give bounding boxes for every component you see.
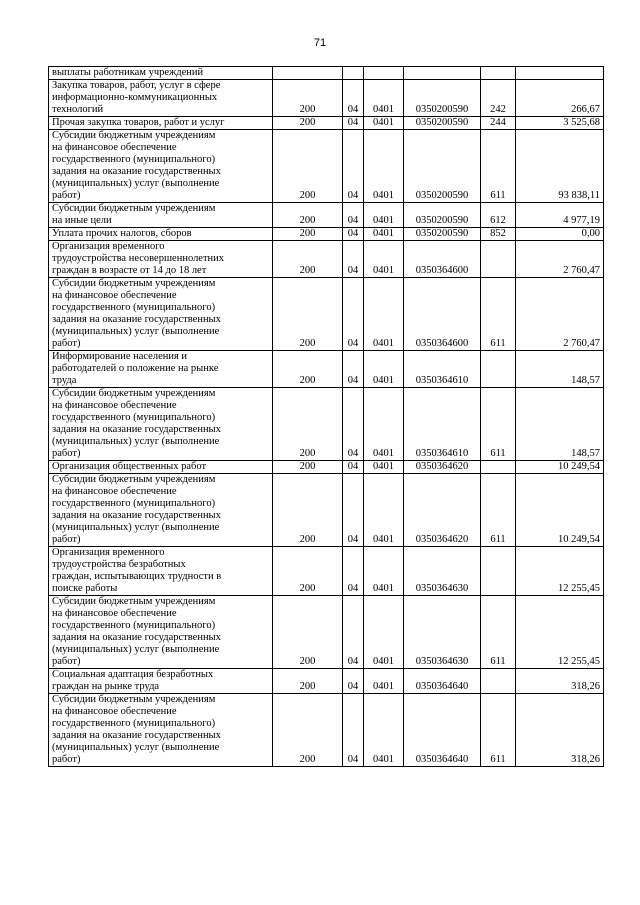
target-item-code-cell [404,67,481,80]
amount-cell: 318,26 [516,669,604,694]
section-code-cell: 04 [343,278,364,351]
subsection-code-cell: 0401 [364,241,404,278]
subsection-code-cell: 0401 [364,474,404,547]
expense-name-cell: Субсидии бюджетным учреждениям на иные цели [49,203,273,228]
expense-name-cell: Организация общественных работ [49,461,273,474]
table-row [49,388,604,461]
expense-type-code-cell: 611 [481,694,516,767]
expense-name-cell: Организация временного трудоустройства несовершеннолетних граждан в возрасте от 14 до 18 лет [49,241,273,278]
amount-cell: 10 249,54 [516,474,604,547]
table-row [49,547,604,596]
table-row [49,241,604,278]
table-row [49,130,604,203]
department-code-cell: 200 [273,547,343,596]
subsection-code-cell: 0401 [364,117,404,130]
target-item-code-cell: 0350200590 [404,203,481,228]
department-code-cell: 200 [273,461,343,474]
section-code-cell: 04 [343,547,364,596]
expense-type-code-cell [481,669,516,694]
expense-type-code-cell: 611 [481,596,516,669]
expense-type-code-cell: 611 [481,474,516,547]
target-item-code-cell: 0350364620 [404,474,481,547]
amount-cell: 148,57 [516,388,604,461]
table-row [49,694,604,767]
amount-cell: 93 838,11 [516,130,604,203]
section-code-cell [343,67,364,80]
department-code-cell: 200 [273,694,343,767]
section-code-cell: 04 [343,669,364,694]
amount-cell: 12 255,45 [516,547,604,596]
department-code-cell: 200 [273,474,343,547]
section-code-cell: 04 [343,130,364,203]
department-code-cell: 200 [273,130,343,203]
table-row [49,203,604,228]
department-code-cell: 200 [273,596,343,669]
expense-type-code-cell [481,67,516,80]
section-code-cell: 04 [343,241,364,278]
target-item-code-cell: 0350364640 [404,669,481,694]
expense-type-code-cell: 612 [481,203,516,228]
expense-name-cell: Информирование населения и работодателей о положение на рынке труда [49,351,273,388]
expense-name-cell: Организация временного трудоустройства безработных граждан, испытывающих трудности в поиске работы [49,547,273,596]
section-code-cell: 04 [343,80,364,117]
subsection-code-cell: 0401 [364,228,404,241]
department-code-cell: 200 [273,351,343,388]
section-code-cell: 04 [343,203,364,228]
expense-type-code-cell: 242 [481,80,516,117]
target-item-code-cell: 0350364630 [404,547,481,596]
expense-type-code-cell: 611 [481,388,516,461]
section-code-cell: 04 [343,596,364,669]
amount-cell: 2 760,47 [516,241,604,278]
table-row [49,461,604,474]
subsection-code-cell: 0401 [364,80,404,117]
amount-cell: 10 249,54 [516,461,604,474]
expense-type-code-cell: 611 [481,130,516,203]
subsection-code-cell: 0401 [364,130,404,203]
target-item-code-cell: 0350364620 [404,461,481,474]
table-row [49,228,604,241]
subsection-code-cell: 0401 [364,351,404,388]
amount-cell: 2 760,47 [516,278,604,351]
section-code-cell: 04 [343,388,364,461]
subsection-code-cell: 0401 [364,694,404,767]
section-code-cell: 04 [343,228,364,241]
subsection-code-cell: 0401 [364,388,404,461]
table-row [49,351,604,388]
subsection-code-cell: 0401 [364,461,404,474]
expense-type-code-cell: 244 [481,117,516,130]
section-code-cell: 04 [343,117,364,130]
target-item-code-cell: 0350364630 [404,596,481,669]
expense-name-cell: Социальная адаптация безработных граждан на рынке труда [49,669,273,694]
target-item-code-cell: 0350364600 [404,278,481,351]
table-row [49,474,604,547]
department-code-cell: 200 [273,117,343,130]
target-item-code-cell: 0350200590 [404,228,481,241]
target-item-code-cell: 0350364640 [404,694,481,767]
page-number: 71 [313,37,327,49]
subsection-code-cell: 0401 [364,547,404,596]
department-code-cell: 200 [273,80,343,117]
table-row [49,278,604,351]
expense-name-cell: Субсидии бюджетным учреждениям на финансовое обеспечение государственного (муниципального) задания на оказание государственных (муниципальных) услуг (выполнение работ) [49,278,273,351]
amount-cell: 0,00 [516,228,604,241]
expense-name-cell: Субсидии бюджетным учреждениям на финансовое обеспечение государственного (муниципального) задания на оказание государственных (муниципальных) услуг (выполнение работ) [49,596,273,669]
amount-cell: 266,67 [516,80,604,117]
subsection-code-cell [364,67,404,80]
expense-type-code-cell [481,241,516,278]
department-code-cell: 200 [273,669,343,694]
expense-name-cell: Прочая закупка товаров, работ и услуг [49,117,273,130]
target-item-code-cell: 0350200590 [404,117,481,130]
table-row [49,669,604,694]
department-code-cell: 200 [273,241,343,278]
table-row [49,67,604,80]
amount-cell: 12 255,45 [516,596,604,669]
target-item-code-cell: 0350364610 [404,388,481,461]
expense-type-code-cell [481,351,516,388]
target-item-code-cell: 0350364610 [404,351,481,388]
budget-table-body [49,67,604,767]
target-item-code-cell: 0350200590 [404,80,481,117]
section-code-cell: 04 [343,351,364,388]
amount-cell: 148,57 [516,351,604,388]
amount-cell: 3 525,68 [516,117,604,130]
department-code-cell: 200 [273,228,343,241]
department-code-cell [273,67,343,80]
section-code-cell: 04 [343,461,364,474]
table-row [49,596,604,669]
expense-name-cell: Субсидии бюджетным учреждениям на финансовое обеспечение государственного (муниципального) задания на оказание государственных (муниципальных) услуг (выполнение работ) [49,130,273,203]
subsection-code-cell: 0401 [364,669,404,694]
department-code-cell: 200 [273,203,343,228]
expense-name-cell: Субсидии бюджетным учреждениям на финансовое обеспечение государственного (муниципального) задания на оказание государственных (муниципальных) услуг (выполнение работ) [49,388,273,461]
expense-type-code-cell: 852 [481,228,516,241]
expense-type-code-cell: 611 [481,278,516,351]
target-item-code-cell: 0350364600 [404,241,481,278]
expense-name-cell: Субсидии бюджетным учреждениям на финансовое обеспечение государственного (муниципального) задания на оказание государственных (муниципальных) услуг (выполнение работ) [49,694,273,767]
table-row [49,117,604,130]
subsection-code-cell: 0401 [364,278,404,351]
expense-name-cell: Закупка товаров, работ, услуг в сфере информационно-коммуникационных технологий [49,80,273,117]
department-code-cell: 200 [273,278,343,351]
expense-name-cell: Субсидии бюджетным учреждениям на финансовое обеспечение государственного (муниципального) задания на оказание государственных (муниципальных) услуг (выполнение работ) [49,474,273,547]
target-item-code-cell: 0350200590 [404,130,481,203]
amount-cell [516,67,604,80]
subsection-code-cell: 0401 [364,203,404,228]
amount-cell: 4 977,19 [516,203,604,228]
table-row [49,80,604,117]
department-code-cell: 200 [273,388,343,461]
expense-type-code-cell [481,547,516,596]
expense-name-cell: выплаты работникам учреждений [49,67,273,80]
subsection-code-cell: 0401 [364,596,404,669]
amount-cell: 318,26 [516,694,604,767]
budget-table [48,66,604,767]
section-code-cell: 04 [343,694,364,767]
expense-name-cell: Уплата прочих налогов, сборов [49,228,273,241]
expense-type-code-cell [481,461,516,474]
section-code-cell: 04 [343,474,364,547]
